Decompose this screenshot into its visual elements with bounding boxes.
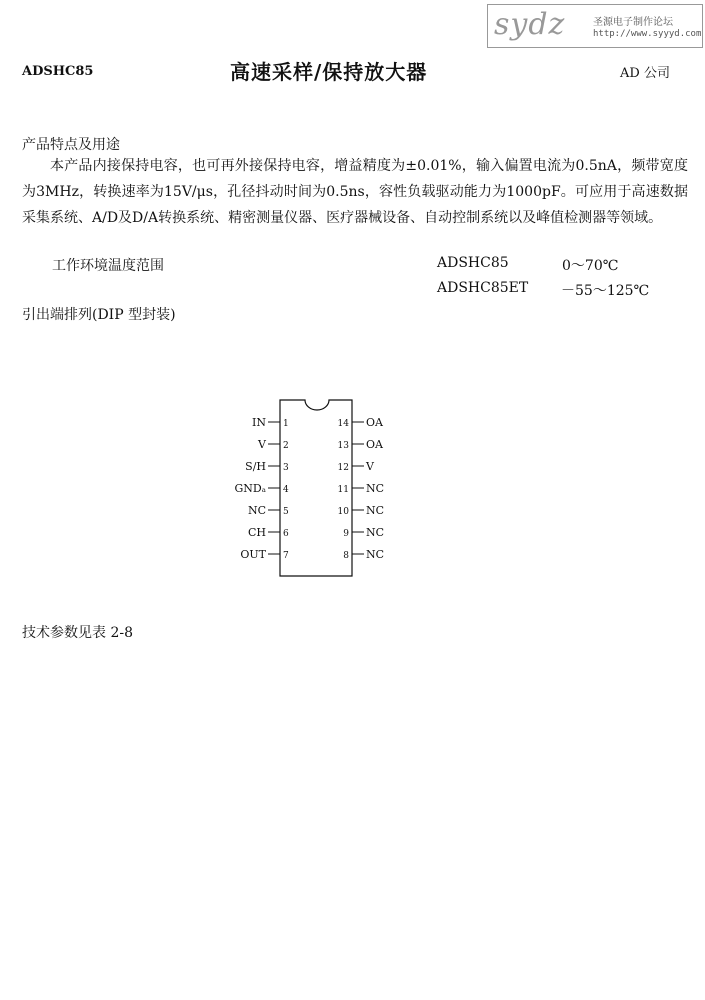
watermark-site-name: 圣源电子制作论坛 bbox=[593, 17, 673, 28]
right-pin-13 bbox=[338, 438, 384, 451]
pin-3-name: S/H bbox=[245, 460, 266, 473]
left-pin-1 bbox=[252, 416, 289, 429]
pin-10-number: 10 bbox=[337, 507, 349, 517]
pin-1-name: IN bbox=[252, 416, 266, 429]
right-pin-10 bbox=[338, 504, 385, 517]
pin-2-name: V bbox=[258, 438, 266, 451]
page-title: 高速采样/保持放大器 bbox=[230, 60, 428, 84]
pin-7-name: OUT bbox=[240, 548, 266, 561]
features-heading: 产品特点及用途 bbox=[22, 137, 120, 153]
pin-6-name: CH bbox=[247, 526, 266, 539]
pin-9-number: 9 bbox=[343, 529, 349, 539]
temp-model-1: ADSHC85 bbox=[437, 255, 509, 271]
pin-11-number: 11 bbox=[337, 485, 349, 495]
pin-13-number: 13 bbox=[337, 441, 349, 451]
temp-range-2: －55～125℃ bbox=[561, 283, 650, 299]
dip-package-diagram bbox=[220, 390, 420, 590]
pin-14-number: 14 bbox=[337, 419, 349, 429]
pin-11-name: NC bbox=[366, 482, 385, 495]
pin-5-name: NC bbox=[247, 504, 266, 517]
pin-4-number: 4 bbox=[283, 485, 289, 495]
part-number: ADSHC85 bbox=[22, 64, 94, 79]
left-pin-4 bbox=[235, 482, 289, 495]
right-pin-11 bbox=[338, 482, 385, 495]
watermark-logo bbox=[487, 4, 703, 48]
temp-model-2: ADSHC85ET bbox=[437, 280, 529, 296]
right-pin-9 bbox=[343, 526, 384, 539]
company-name: AD 公司 bbox=[620, 66, 670, 81]
pin-1-number: 1 bbox=[283, 419, 289, 429]
pin-10-name: NC bbox=[366, 504, 385, 517]
left-pin-5 bbox=[248, 504, 289, 517]
pin-2-number: 2 bbox=[283, 441, 289, 451]
features-paragraph: 本产品内接保持电容，也可再外接保持电容，增益精度为±0.01%，输入偏置电流为0.5nA，频带宽度为3MHz，转换速率为15V/μs，孔径抖动时间为0.5ns，容性负载驱动能力为1000pF。可应用于高速数据采集系统、A/D及D/A转换系统、精密测量仪器、医疗器械设备、自动控制系统以及峰值检测器等领域。 bbox=[22, 158, 688, 226]
pin-3-number: 3 bbox=[283, 463, 289, 473]
right-pin-12 bbox=[338, 460, 375, 473]
left-pin-3 bbox=[245, 460, 289, 473]
pin-13-name: OA bbox=[366, 438, 383, 451]
pin-14-name: OA bbox=[366, 416, 383, 429]
temp-range-1: 0～70℃ bbox=[562, 258, 619, 274]
right-pin-8 bbox=[343, 548, 384, 561]
left-pin-2 bbox=[257, 438, 289, 451]
pin-5-number: 5 bbox=[283, 507, 289, 517]
pin-12-number: 12 bbox=[337, 463, 349, 473]
pin-8-name: NC bbox=[366, 548, 385, 561]
pin-7-number: 7 bbox=[283, 551, 289, 561]
watermark-logo-text: sydz bbox=[494, 7, 566, 42]
pin-4-name: GNDₐ bbox=[234, 482, 266, 495]
pinout-heading: 引出端排列(DIP 型封装) bbox=[22, 307, 176, 323]
pin-8-number: 8 bbox=[343, 551, 349, 561]
pin-6-number: 6 bbox=[283, 529, 289, 539]
left-pin-6 bbox=[248, 526, 289, 539]
watermark-url: http://www.syyyd.com bbox=[593, 29, 702, 39]
footer-note: 技术参数见表 2-8 bbox=[22, 625, 133, 641]
temperature-label: 工作环境温度范围 bbox=[52, 258, 164, 274]
right-pin-14 bbox=[338, 416, 384, 429]
pin-9-name: NC bbox=[366, 526, 385, 539]
left-pin-7 bbox=[240, 548, 289, 561]
pin-12-name: V bbox=[366, 460, 374, 473]
